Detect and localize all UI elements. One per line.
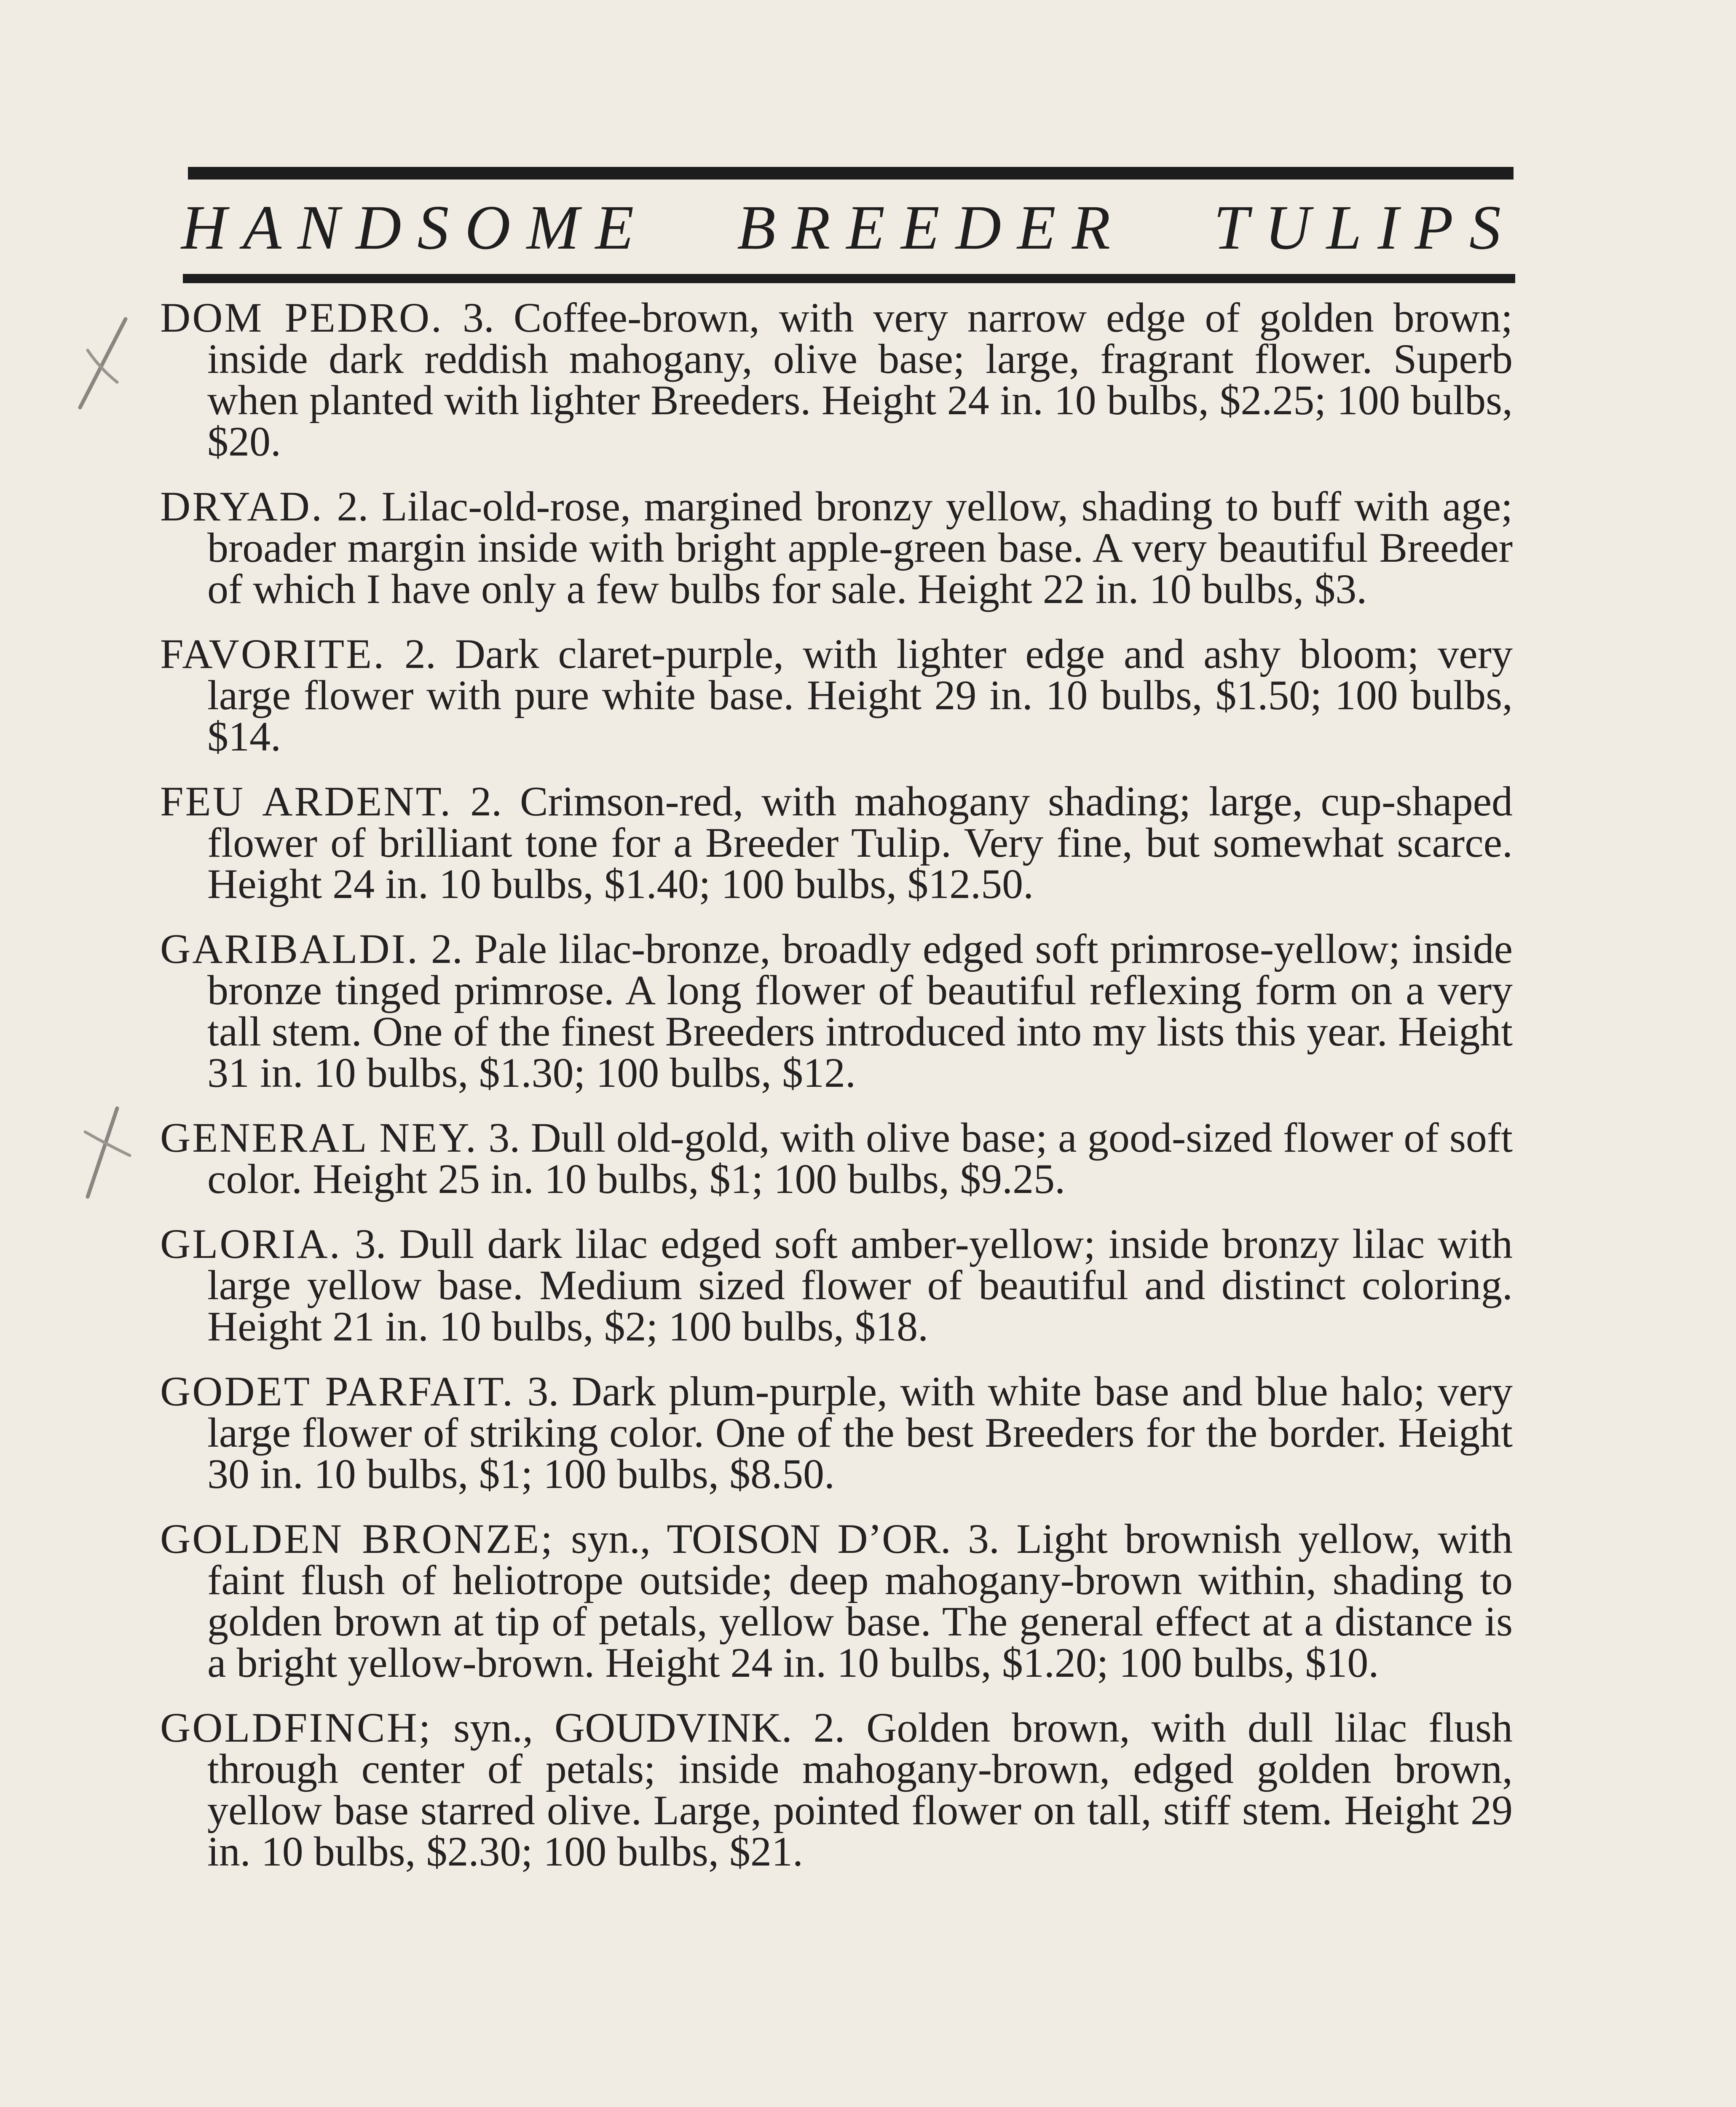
heading-word-3: TULIPS [1214, 193, 1517, 263]
tulip-name: GENERAL NEY. [160, 1114, 478, 1161]
page-heading [181, 185, 1517, 270]
tulip-name: GARIBALDI. [160, 925, 419, 972]
tulip-entry-godet-parfait [160, 1368, 1513, 1497]
pencil-x-mark-icon [72, 310, 135, 415]
tulip-description: 2. Pale lilac-bronze, broadly edged soft primrose-yellow; inside bronze tinged primrose. A long flower of beautiful reflexing form on a very tall stem. One of the finest Breeders introduced into my lists this year. Height 31 in. 10 bulbs, $1.30; 100 bulbs, $12. [207, 925, 1513, 1096]
header-rule-top [188, 167, 1514, 180]
tulip-name: FEU ARDENT. [160, 778, 453, 825]
tulip-description: 2. Lilac-old-rose, margined bronzy yellow, shading to buff with age; broader margin inside with bright apple-green base. A very beautiful Breeder of which I have only a few bulbs for sale. Height 22 in. 10 bulbs, $3. [207, 483, 1513, 612]
tulip-name: DOM PEDRO. [160, 294, 444, 341]
tulip-entry-general-ney [160, 1114, 1513, 1202]
tulip-name: GOLDFINCH; [160, 1704, 432, 1751]
tulip-entry-golden-bronze [160, 1515, 1513, 1686]
header-rule-bottom [183, 274, 1515, 283]
tulip-entry-goldfinch [160, 1704, 1513, 1875]
pencil-x-mark-icon [76, 1096, 139, 1201]
tulip-entry-favorite [160, 630, 1513, 760]
tulip-name: GODET PARFAIT. [160, 1368, 515, 1415]
tulip-entries-list [160, 294, 1513, 1896]
tulip-entry-dom-pedro [160, 294, 1513, 465]
heading-word-1: HANDSOME [181, 193, 650, 263]
tulip-description: 3. Dark plum-purple, with white base and blue halo; very large flower of striking color. One of the best Breeders for the border. Height 30 in. 10 bulbs, $1; 100 bulbs, $8.50. [207, 1368, 1513, 1497]
heading-word-2: BREEDER [737, 193, 1127, 263]
tulip-entry-feu-ardent [160, 778, 1513, 907]
tulip-name: GLORIA. [160, 1220, 342, 1267]
tulip-description: syn., TOISON D’OR. 3. Light brownish yellow, with faint flush of heliotrope outside; deep mahogany-brown within, shading to golden brown at tip of petals, yellow base. The general effect at a distance is a bright yellow-brown. Height 24 in. 10 bulbs, $1.20; 100 bulbs, $10. [207, 1515, 1513, 1686]
tulip-entry-garibaldi [160, 925, 1513, 1096]
tulip-description: 2. Dark claret-purple, with lighter edge and ashy bloom; very large flower with pure white base. Height 29 in. 10 bulbs, $1.50; 100 bulbs, $14. [207, 630, 1513, 760]
tulip-name: FAVORITE. [160, 630, 386, 677]
tulip-description: syn., GOUDVINK. 2. Golden brown, with dull lilac flush through center of petals; inside mahogany-brown, edged golden brown, yellow base starred olive. Large, pointed flower on tall, stiff stem. Height 29 in. 10 bulbs, $2.30; 100 bulbs, $21. [207, 1704, 1513, 1875]
tulip-description: 3. Coffee-brown, with very narrow edge of golden brown; inside dark reddish mahogany, olive base; large, fragrant flower. Superb when planted with lighter Breeders. Height 24 in. 10 bulbs, $2.25; 100 bulbs, $20. [207, 294, 1513, 465]
tulip-name: GOLDEN BRONZE; [160, 1515, 554, 1562]
tulip-entry-gloria [160, 1220, 1513, 1350]
tulip-entry-dryad [160, 483, 1513, 612]
tulip-description: 2. Crimson-red, with mahogany shading; large, cup-shaped flower of brilliant tone for a Breeder Tulip. Very fine, but somewhat scarce. Height 24 in. 10 bulbs, $1.40; 100 bulbs, $12.50. [207, 778, 1513, 907]
tulip-name: DRYAD. [160, 483, 324, 530]
tulip-description: 3. Dull old-gold, with olive base; a good-sized flower of soft color. Height 25 in. 10 bulbs, $1; 100 bulbs, $9.25. [207, 1114, 1513, 1202]
tulip-description: 3. Dull dark lilac edged soft amber-yellow; inside bronzy lilac with large yellow base. Medium sized flower of beautiful and distinct coloring. Height 21 in. 10 bulbs, $2; 100 bulbs, $18. [207, 1220, 1513, 1350]
